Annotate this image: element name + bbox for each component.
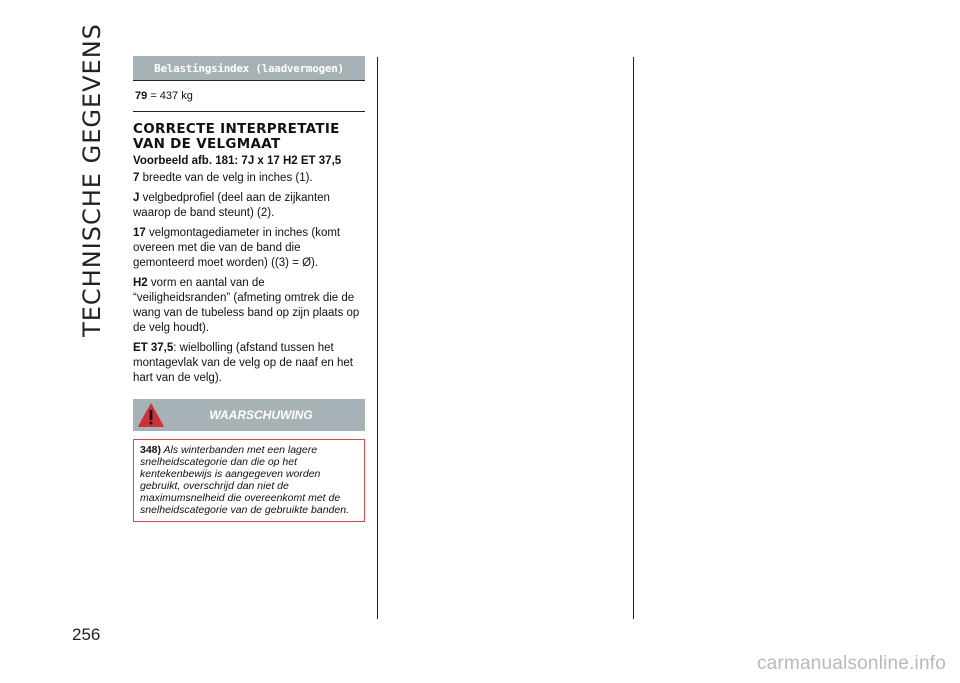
column-divider-left	[377, 57, 378, 619]
side-title-text: TECHNISCHE GEGEVENS	[78, 23, 107, 337]
rim-code: 7	[133, 172, 140, 184]
page-number: 256	[72, 625, 101, 644]
rim-code: H2	[133, 277, 148, 289]
load-index-code: 79	[135, 90, 148, 102]
rim-code: 17	[133, 227, 146, 239]
rim-example: Voorbeeld afb. 181: 7J x 17 H2 ET 37,5	[133, 155, 342, 167]
divider	[133, 111, 365, 112]
rim-item-offset	[133, 341, 365, 386]
rim-text: breedte van de velg in inches (1).	[139, 172, 313, 184]
rim-item-humps	[133, 276, 365, 336]
warning-number: 348)	[140, 444, 162, 456]
load-index-bar: Belastingsindex (laadvermogen)	[133, 56, 365, 80]
warning-text: Als winterbanden met een lagere snelheidscategorie dan die op het kentekenbewijs is aangegeven worden gebruikt, overschrijd dan niet de maximumsnelheid die overeenkomt met de snelheidscategorie van de gebruikte banden.	[140, 444, 349, 516]
rim-text: velgmontagediameter in inches (komt overeen met die van de band die gemonteerd moet worden) ((3) = Ø).	[133, 227, 341, 269]
content-column	[133, 56, 365, 522]
warning-box	[133, 439, 365, 522]
divider	[133, 80, 365, 81]
column-divider-right	[633, 57, 634, 619]
rim-item-profile	[133, 191, 365, 221]
rim-item-diameter	[133, 226, 365, 271]
side-section-title	[70, 23, 114, 337]
watermark: carmanualsonline.info	[756, 653, 946, 674]
rim-text: vorm en aantal van de “veiligheidsranden” (afmeting omtrek die de wang van de tubeless band op zijn plaats op de velg houdt).	[133, 277, 360, 334]
rim-code: J	[133, 192, 140, 204]
warning-bar	[133, 399, 365, 431]
load-index-value: = 437 kg	[150, 90, 193, 102]
rim-item-width	[133, 171, 365, 186]
load-index-row	[133, 90, 365, 102]
rim-text: : wielbolling (afstand tussen het montagevlak van de velg op de naaf en het hart van de velg).	[133, 342, 353, 384]
warning-title: WAARSCHUWING	[209, 408, 313, 422]
rim-text: velgbedprofiel (deel aan de zijkanten waarop de band steunt) (2).	[133, 192, 330, 219]
rim-code: ET 37,5	[133, 342, 174, 354]
rim-heading: CORRECTE INTERPRETATIE VAN DE VELGMAAT	[133, 121, 340, 152]
